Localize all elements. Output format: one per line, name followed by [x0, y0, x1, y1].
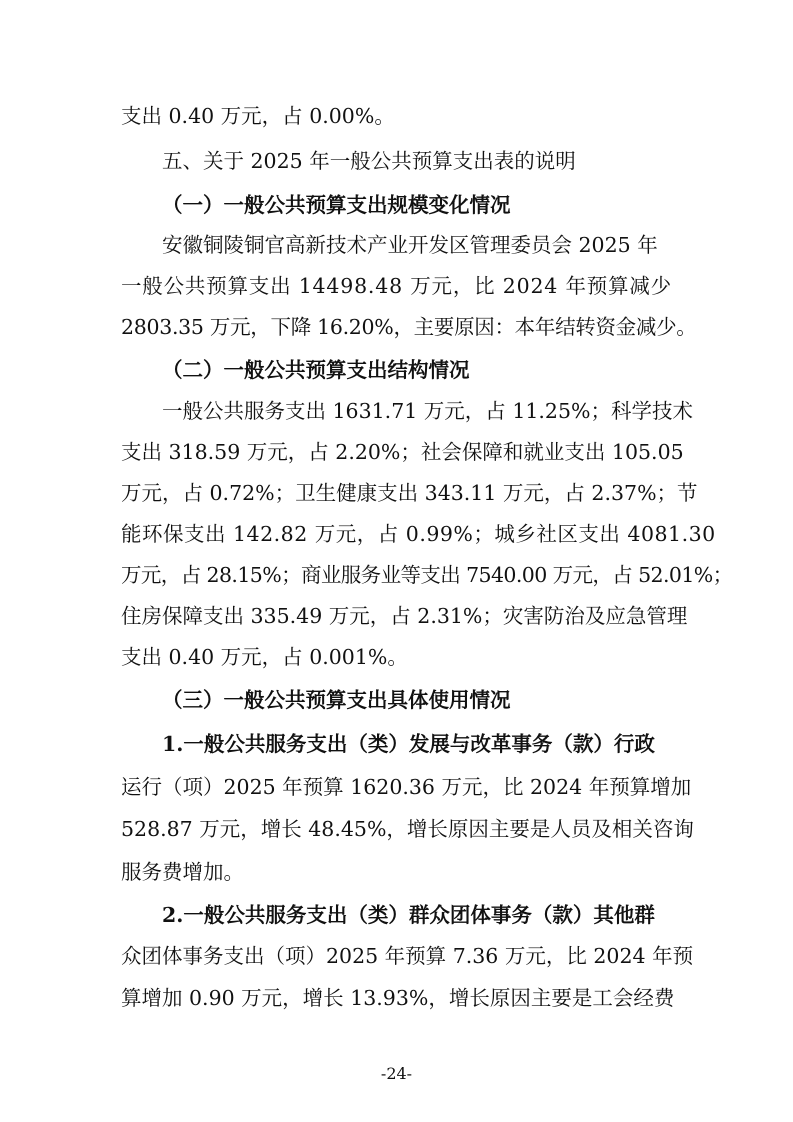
paragraph-text-line: 支出 0.40 万元，占 0.00%。	[121, 104, 395, 128]
paragraph-text-line: 安徽铜陵铜官高新技术产业开发区管理委员会 2025 年	[162, 233, 658, 257]
subsection-heading: （三）一般公共预算支出具体使用情况	[162, 688, 511, 712]
page-number: -24-	[380, 1064, 413, 1083]
paragraph-text-line: 能环保支出 142.82 万元，占 0.99%；城乡社区支出 4081.30	[121, 522, 716, 546]
paragraph-text-line: 支出 0.40 万元，占 0.001%。	[121, 645, 408, 669]
paragraph-text-line: 528.87 万元，增长 48.45%，增长原因主要是人员及相关咨询	[121, 817, 694, 841]
paragraph-text-line: 万元，占 0.72%；卫生健康支出 343.11 万元，占 2.37%；节	[121, 481, 698, 505]
paragraph-text-line: 一般公共服务支出 1631.71 万元，占 11.25%；科学技术	[162, 399, 693, 423]
item-heading-line: 2.一般公共服务支出（类）群众团体事务（款）其他群	[162, 903, 655, 927]
paragraph-text-line: 支出 318.59 万元，占 2.20%；社会保障和就业支出 105.05	[121, 440, 684, 464]
paragraph-text-line: 众团体事务支出（项）2025 年预算 7.36 万元，比 2024 年预	[121, 944, 694, 968]
paragraph-text-line: 算增加 0.90 万元，增长 13.93%，增长原因主要是工会经费	[121, 986, 675, 1010]
paragraph-text-line: 住房保障支出 335.49 万元，占 2.31%；灾害防治及应急管理	[121, 604, 688, 628]
paragraph-text-line: 运行（项）2025 年预算 1620.36 万元，比 2024 年预算增加	[121, 775, 692, 799]
paragraph-text-line: 万元，占 28.15%；商业服务业等支出 7540.00 万元，占 52.01%；	[121, 563, 733, 587]
subsection-heading: （一）一般公共预算支出规模变化情况	[162, 193, 511, 217]
item-heading-line: 1.一般公共服务支出（类）发展与改革事务（款）行政	[162, 732, 655, 756]
paragraph-text-line: 服务费增加。	[121, 860, 244, 884]
subsection-heading: （二）一般公共预算支出结构情况	[162, 358, 470, 382]
paragraph-text-line: 一般公共预算支出 14498.48 万元，比 2024 年预算减少	[121, 274, 672, 298]
section-heading: 五、关于 2025 年一般公共预算支出表的说明	[162, 149, 576, 173]
paragraph-text-line: 2803.35 万元，下降 16.20%，主要原因：本年结转资金减少。	[121, 315, 697, 339]
